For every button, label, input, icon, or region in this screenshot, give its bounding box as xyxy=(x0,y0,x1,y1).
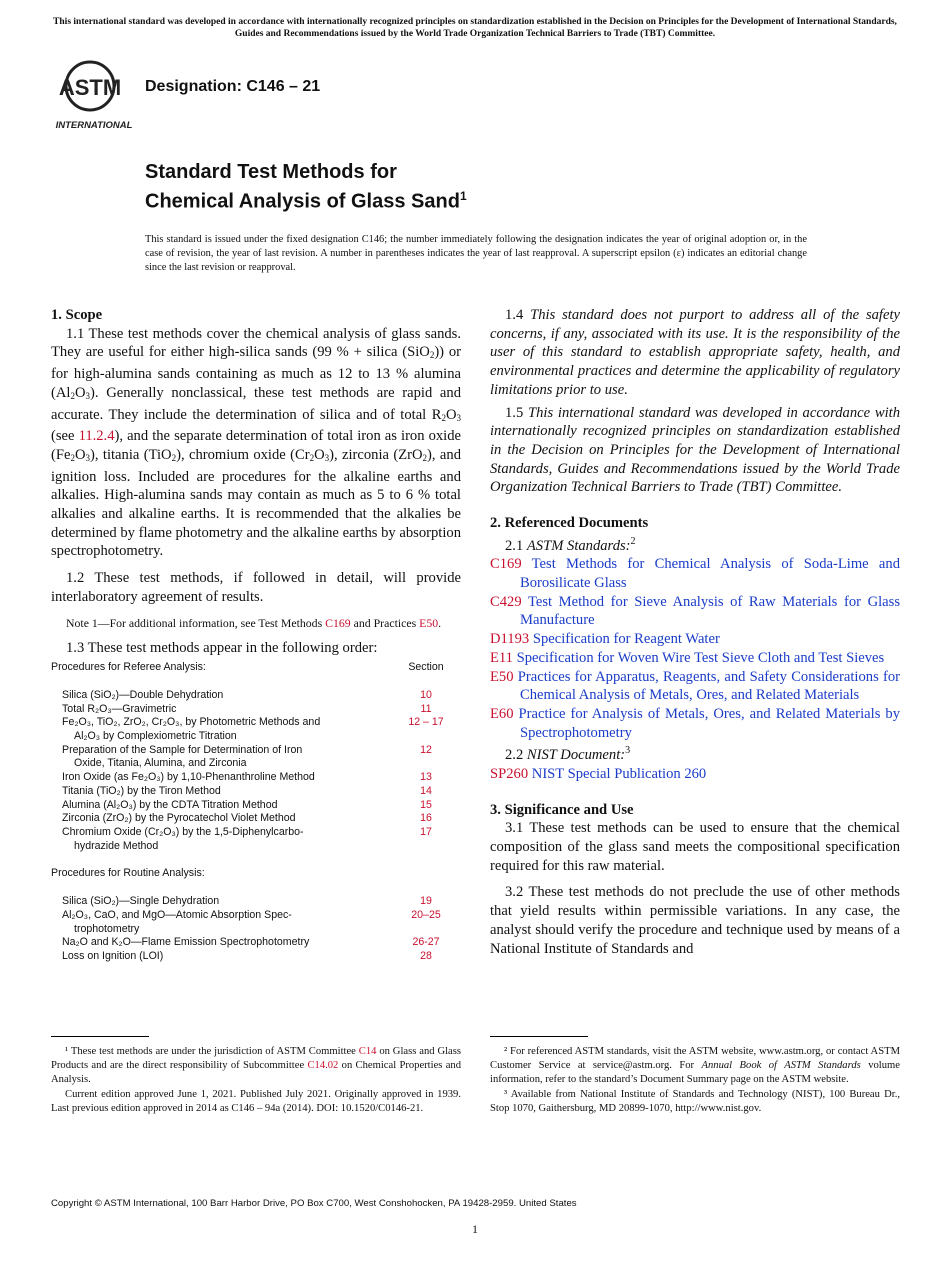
referee-heading: Procedures for Referee Analysis: xyxy=(51,661,206,674)
paragraph-1-1: 1.1 These test methods cover the chemical analysis of glass sands. They are useful for either high-silica sands (99 % + silica (SiO$_2$)) or for high-alumina sands containing as much as 12 to 13 % alumina $(Al_2O_3)$. Generally nonclassical, these test methods are rapid and accurate. They include the determination of silica and of total $R_2O_3$ (see 11.2.4), and the separate determination of total iron as iron oxide $(Fe_2O_3)$, titania (TiO$_2$), chromium oxide $(Cr_2O_3)$, zirconia (ZrO$_2$), and ignition loss. Included are procedures for the alkaline earths and alkalies. High-alumina sands may contain as much as 5 to 6 % total alkalies and alkaline earths. It is recommended that the alkalies be determined by flame photometry and the alkaline earths by absorption spectrophotometry. xyxy=(51,325,461,560)
procedure-row xyxy=(51,895,461,909)
routine-heading: Procedures for Routine Analysis: xyxy=(51,867,205,880)
procedure-row xyxy=(51,909,461,936)
note-1: Note 1—For additional information, see Test Methods C169 and Practices E50. xyxy=(66,615,442,630)
reference-title-link[interactable]: Practices for Apparatus, Reagents, and Safety Considerations for Chemical Analysis of Metals, Ores, and Related Materials xyxy=(517,668,900,704)
reference-code-link[interactable]: E60 xyxy=(490,705,514,722)
footnote-2: ² For referenced ASTM standards, visit the ASTM website, www.astm.org, or contact ASTM Customer Service at service@astm.org. For Annual Book of ASTM Standards volume information, refer to the standard’s Document Summary page on the ASTM website. xyxy=(490,1046,900,1085)
procedure-row xyxy=(51,744,461,771)
procedure-name: Alumina (Al₂O₃) by the CDTA Titration Method xyxy=(62,798,278,811)
paragraph-1-3: 1.3 These test methods appear in the following order: xyxy=(66,639,378,656)
section-link[interactable]: 20–25 xyxy=(411,908,441,921)
copyright: Copyright © ASTM International, 100 Barr Harbor Drive, PO Box C700, West Conshohocken, PA 19428-2959. United States xyxy=(51,1198,577,1209)
procedure-name-continued: Al₂O₃ by Complexiometric Titration xyxy=(74,730,237,743)
procedure-row xyxy=(51,689,461,703)
title-line-1: Standard Test Methods for xyxy=(145,161,397,183)
section-link[interactable]: 12 xyxy=(420,743,432,756)
procedure-name: Preparation of the Sample for Determination of Iron xyxy=(62,743,303,756)
reference-item xyxy=(490,630,900,649)
footnote-3: ³ Available from National Institute of Standards and Technology (NIST), 100 Bureau Dr., Stop 1070, Gaithersburg, MD 20899-1070, http://www.nist.gov. xyxy=(490,1089,900,1115)
astm-standards-label: 2.1 ASTM Standards:$^2$ xyxy=(505,535,636,554)
section-column-heading: Section xyxy=(408,661,444,674)
reference-item xyxy=(490,705,900,742)
procedure-name: Titania (TiO₂) by the Tiron Method xyxy=(62,784,221,797)
link-c14[interactable]: C14 xyxy=(358,1046,377,1057)
procedure-name-continued: Oxide, Titania, Alumina, and Zirconia xyxy=(74,757,247,770)
section-link[interactable]: 15 xyxy=(420,798,432,811)
svg-text:INTERNATIONAL: INTERNATIONAL xyxy=(55,120,133,131)
paragraph-1-2: 1.2 These test methods, if followed in detail, will provide interlaboratory agreement of results. xyxy=(51,570,461,605)
title-footnote-ref[interactable]: 1 xyxy=(459,189,467,203)
procedure-name-continued: hydrazide Method xyxy=(74,839,159,852)
nist-document-label: 2.2 NIST Document:$^3$ xyxy=(505,745,631,764)
section-link[interactable]: 11 xyxy=(420,702,432,715)
procedure-row xyxy=(51,950,461,964)
procedure-row xyxy=(51,716,461,743)
astm-logo xyxy=(54,58,134,132)
designation: Designation: C146 – 21 xyxy=(145,78,321,95)
left-column xyxy=(51,306,461,964)
reference-title-link[interactable]: NIST Special Publication 260 xyxy=(531,765,707,782)
footnotes-left xyxy=(51,1045,461,1118)
reference-item xyxy=(490,555,900,592)
procedure-row xyxy=(51,771,461,785)
reference-code-link[interactable]: C429 xyxy=(490,593,522,610)
right-column xyxy=(490,306,900,958)
section-link[interactable]: 26-27 xyxy=(412,936,440,949)
procedure-name-continued: trophotometry xyxy=(74,922,140,935)
reference-code-link[interactable]: E50 xyxy=(490,668,514,685)
footnote-1: ¹ These test methods are under the jurisdiction of ASTM Committee C14 on Glass and Glass Products and are the direct responsibility of Subcommittee C14.02 on Chemical Properties and Analysis. xyxy=(51,1046,461,1085)
section-link[interactable]: 16 xyxy=(420,812,432,825)
section-link[interactable]: 12 – 17 xyxy=(408,716,444,729)
footnote-1-edition: Current edition approved June 1, 2021. Published July 2021. Originally approved in 1939. Last previous edition approved in 2014 as C146 – 94a (2014). DOI: 10.1520/C0146-21. xyxy=(51,1089,461,1115)
paragraph-3-2: 3.2 These test methods do not preclude the use of other methods that yield results within permissible variations. In any case, the analyst should verify the procedure and technique used by means of a National Institute of Standards and xyxy=(490,884,900,957)
reference-title-link[interactable]: Specification for Reagent Water xyxy=(532,631,720,648)
procedure-name: Na₂O and K₂O—Flame Emission Spectrophotometry xyxy=(62,936,310,949)
procedure-name: Zirconia (ZrO₂) by the Pyrocatechol Violet Method xyxy=(62,812,296,825)
reference-title-link[interactable]: Specification for Woven Wire Test Sieve Cloth and Test Sieves xyxy=(516,649,885,666)
procedure-table xyxy=(51,661,461,963)
reference-code-link[interactable]: D1193 xyxy=(490,631,530,648)
section-link[interactable]: 17 xyxy=(420,825,432,838)
procedure-name: Total R₂O₃—Gravimetric xyxy=(62,702,177,715)
top-notice: This international standard was developed in accordance with internationally recognized principles on standardization established in the Decision on Principles for the Development of International Standards, Guides and Recommendations issued by the World Trade Organization Technical Barriers to Trade (TBT) Committee. xyxy=(53,17,897,39)
paragraph-1-5: 1.5 This international standard was developed in accordance with internationally recognized principles on standardization established in the Decision on Principles for the Development of International Standards, Guides and Recommendations issued by the World Trade Organization Technical Barriers to Trade (TBT) Committee. xyxy=(490,404,901,496)
link-e50[interactable]: E50 xyxy=(419,615,439,630)
title-line-2: Chemical Analysis of Glass Sand xyxy=(145,190,460,213)
section-link[interactable]: 28 xyxy=(420,949,432,962)
issuance-statement: This standard is issued under the fixed designation C146; the number immediately following the designation indicates the year of original adoption or, in the case of revision, the year of last revision. A number in parentheses indicates the year of last reapproval. A superscript epsilon (ε) indicates an editorial change since the last revision or reapproval. xyxy=(145,234,807,273)
procedure-name: Iron Oxide (as Fe₂O₃) by 1,10-Phenanthroline Method xyxy=(62,771,315,784)
paragraph-1-4: 1.4 This standard does not purport to address all of the safety concerns, if any, associated with its use. It is the responsibility of the user of this standard to establish appropriate safety, health, and environmental practices and determine the applicability of regulatory limitations prior to use. xyxy=(490,307,900,398)
reference-title-link[interactable]: Test Method for Sieve Analysis of Raw Materials for Glass Manufacture xyxy=(520,593,900,629)
page-number: 1 xyxy=(472,1222,478,1236)
section-heading-referenced-documents: 2. Referenced Documents xyxy=(490,515,649,532)
procedure-name: Silica (SiO₂)—Single Dehydration xyxy=(62,895,220,908)
procedure-name: Silica (SiO₂)—Double Dehydration xyxy=(62,688,224,701)
reference-item xyxy=(490,668,900,705)
paragraph-3-1: 3.1 These test methods can be used to ensure that the chemical composition of the glass sand meets the compositional specification required for this raw material. xyxy=(490,820,900,874)
footnote-rule-right xyxy=(490,1036,588,1037)
section-heading-scope: 1. Scope xyxy=(51,307,103,323)
link-c14-02[interactable]: C14.02 xyxy=(307,1059,339,1071)
reference-item xyxy=(490,765,900,784)
svg-text:ASTM: ASTM xyxy=(58,75,122,100)
procedure-name: Chromium Oxide (Cr₂O₃) by the 1,5-Diphenylcarbo- xyxy=(62,825,304,838)
procedure-row xyxy=(51,826,461,853)
section-link[interactable]: 19 xyxy=(420,895,432,908)
reference-title-link[interactable]: Test Methods for Chemical Analysis of Soda-Lime and Borosilicate Glass xyxy=(520,556,900,591)
section-link[interactable]: 14 xyxy=(420,784,432,797)
link-c169[interactable]: C169 xyxy=(325,615,351,630)
procedure-row xyxy=(51,936,461,950)
reference-item xyxy=(490,649,900,668)
reference-title-link[interactable]: Practice for Analysis of Metals, Ores, and Related Materials by Spectrophotometry xyxy=(518,705,900,741)
reference-code-link[interactable]: SP260 xyxy=(490,765,529,782)
procedure-name: Al₂O₃, CaO, and MgO—Atomic Absorption Spec- xyxy=(62,908,292,921)
procedure-row xyxy=(51,703,461,717)
section-heading-significance: 3. Significance and Use xyxy=(490,801,634,818)
procedure-name: Loss on Ignition (LOI) xyxy=(62,949,164,962)
reference-item xyxy=(490,593,900,630)
procedure-row xyxy=(51,785,461,799)
link-11-2-4[interactable]: 11.2.4 xyxy=(78,428,115,445)
procedure-row xyxy=(51,812,461,826)
procedure-row xyxy=(51,799,461,813)
footnote-rule-left xyxy=(51,1036,149,1037)
reference-code-link[interactable]: E11 xyxy=(490,649,513,666)
reference-code-link[interactable]: C169 xyxy=(490,556,522,573)
page-title xyxy=(145,160,467,214)
section-link[interactable]: 10 xyxy=(420,688,432,701)
procedure-name: Fe₂O₃, TiO₂, ZrO₂, Cr₂O₃, by Photometric Methods and xyxy=(62,716,321,729)
section-link[interactable]: 13 xyxy=(420,771,432,784)
footnotes-right xyxy=(490,1045,900,1118)
